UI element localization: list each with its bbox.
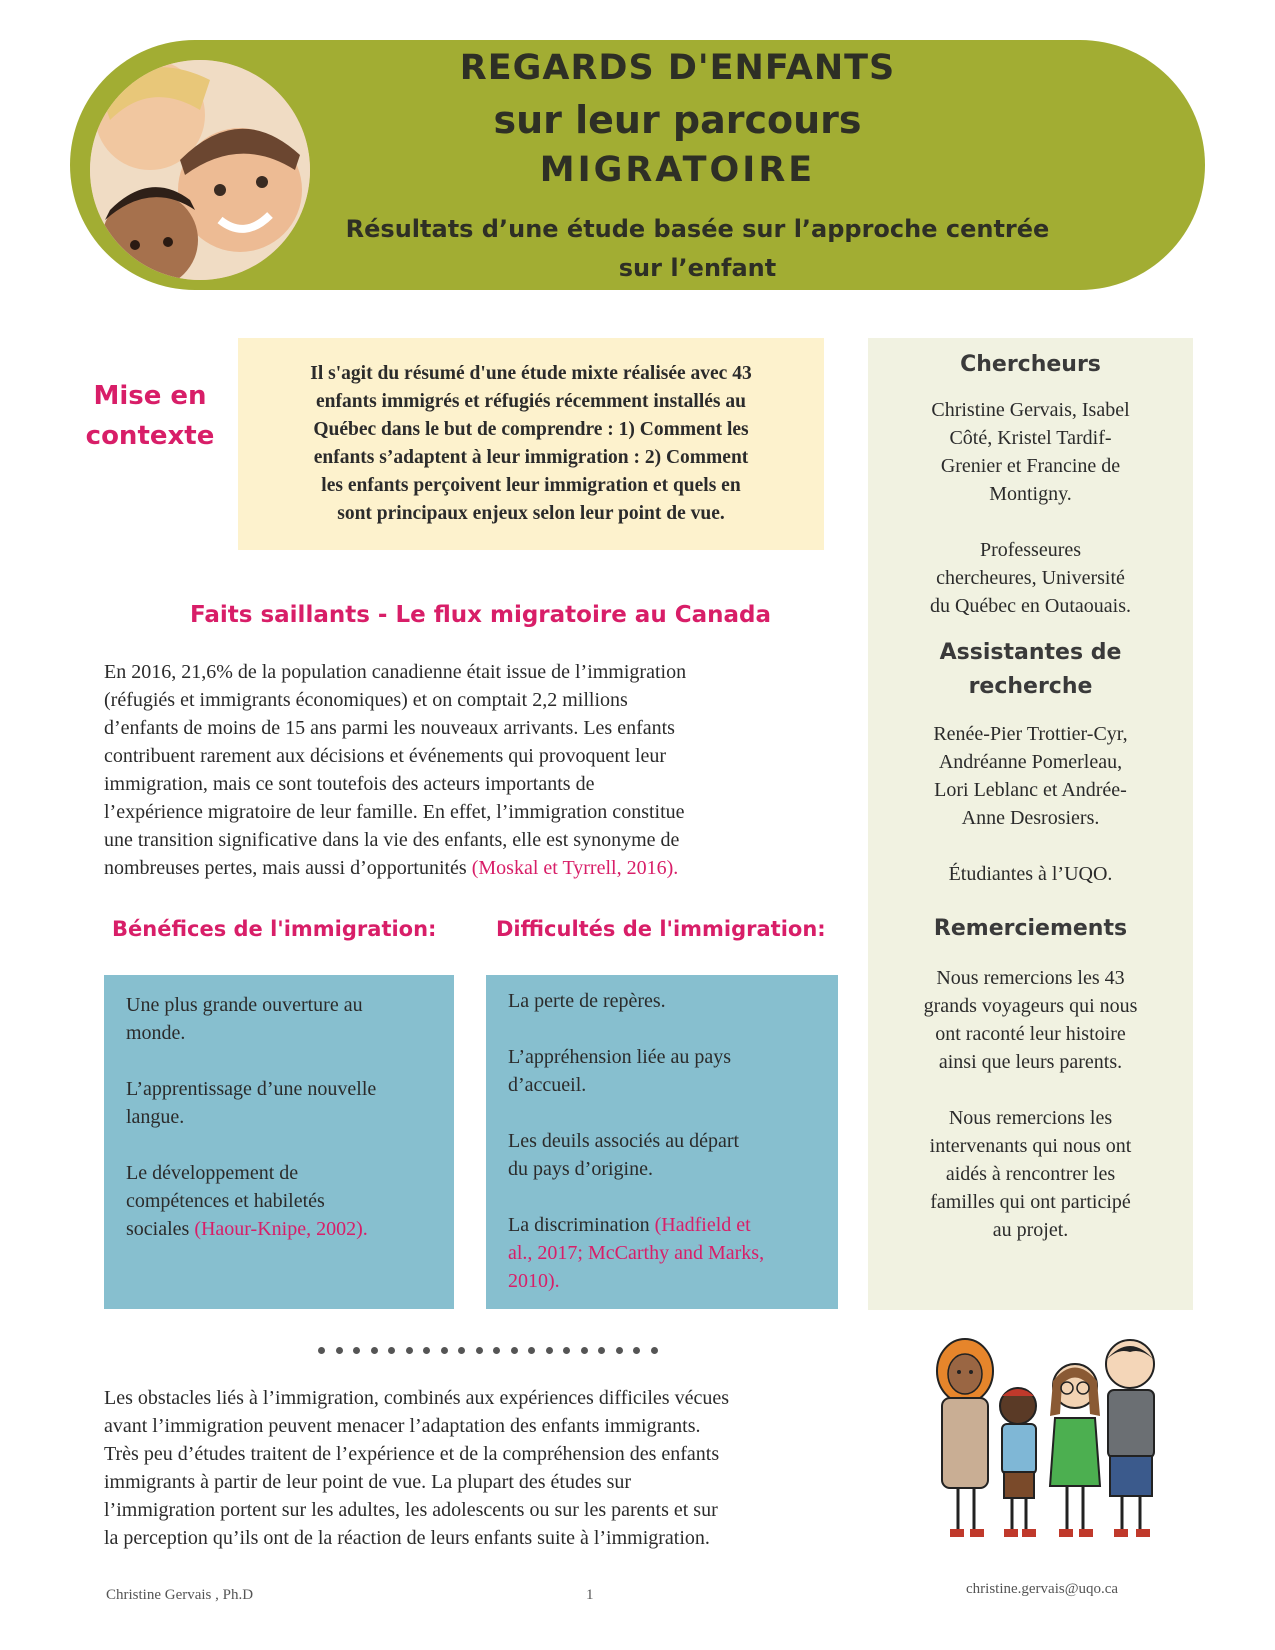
role-line: du Québec en Outaouais. [929,595,1132,617]
footer-page-number: 1 [586,1587,594,1603]
thanks-line: ont raconté leur histoire [935,1023,1126,1045]
difficulty-item: La perte de repères. [508,990,666,1012]
children-illustration [930,1326,1170,1551]
facts-line [104,854,824,882]
facts-line-text: nombreuses pertes, mais aussi d’opportunités [104,857,472,879]
facts-line: En 2016, 21,6% de la population canadienne était issue de l’immigration [104,661,687,683]
closing-line: Les obstacles liés à l’immigration, combinés aux expériences difficiles vécues [104,1387,729,1409]
facts-line: l’expérience migratoire de leur famille. En effet, l’immigration constitue [104,801,685,823]
role-line: chercheures, Université [936,567,1125,589]
dot-divider [318,1343,658,1357]
facts-heading: Faits saillants - Le flux migratoire au Canada [190,602,771,628]
context-label-line-1: Mise en [93,381,207,411]
benefit-item [126,991,432,1047]
difficulty-citation: (Hadfield et [654,1214,751,1236]
difficulty-item [508,1211,816,1295]
facts-line: contribuent rarement aux décisions et événements qui provoquent leur [104,745,667,767]
role-line: Professeures [979,539,1082,561]
benefit-line: L’apprentissage d’une nouvelle [126,1078,377,1100]
context-box [238,338,824,550]
context-line: Québec dans le but de comprendre : 1) Comment les [313,419,749,440]
facts-line: d’enfants de moins de 15 ans parmi les nouveaux arrivants. Les enfants [104,717,675,739]
difficulty-item [508,1043,816,1099]
researchers-line: Côté, Kristel Tardif- [949,427,1112,449]
difficulty-citation: 2010). [508,1270,560,1292]
benefit-line: Une plus grande ouverture au [126,994,363,1016]
difficulty-line: La discrimination [508,1214,655,1236]
closing-line: la perception qu’ils ont de la réaction de leurs enfants suite à l’immigration. [104,1527,710,1549]
thanks-paragraph-1 [884,964,1177,1076]
benefit-item [126,1159,432,1243]
researchers-line: Montigny. [989,483,1072,505]
children-photo [90,60,310,280]
difficulty-line: d’accueil. [508,1074,587,1096]
sidebar [868,338,1193,1310]
facts-line: une transition significative dans la vie des enfants, elle est synonyme de [104,829,680,851]
closing-paragraph [104,1384,864,1552]
context-line: sont principaux enjeux selon leur point de vue. [337,503,725,524]
thanks-heading: Remerciements [933,916,1128,941]
closing-line: l’immigration portent sur les adultes, les adolescents ou sur les parents et sur [104,1499,718,1521]
assistants-names [884,720,1177,832]
difficulty-line: L’appréhension liée au pays [508,1046,732,1068]
footer-author: Christine Gervais , Ph.D [106,1587,254,1603]
context-line: enfants immigrés et réfugiés récemment installés au [316,391,746,412]
thanks-line: ainsi que leurs parents. [938,1051,1123,1073]
benefits-heading: Bénéfices de l'immigration: [112,917,437,941]
difficulties-box [486,975,838,1309]
assistants-line: Renée-Pier Trottier-Cyr, [933,723,1128,745]
footer-email[interactable]: christine.gervais@uqo.ca [966,1581,1119,1597]
difficulty-line: du pays d’origine. [508,1158,653,1180]
subtitle-line-2: sur l’enfant [618,254,777,282]
closing-line: immigrants à partir de leur point de vue. La plupart des études sur [104,1471,632,1493]
thanks-line: au projet. [992,1219,1069,1241]
thanks-line: Nous remercions les 43 [936,967,1125,989]
assistants-heading [884,636,1177,704]
context-label-line-2: contexte [85,421,215,451]
benefit-item [126,1075,432,1131]
difficulty-line: Les deuils associés au départ [508,1130,740,1152]
thanks-line: familles qui ont participé [930,1191,1131,1213]
researchers-role [884,536,1177,620]
thanks-paragraph-2 [884,1104,1177,1244]
assistants-heading-line: recherche [968,674,1093,699]
facts-paragraph [104,658,824,882]
facts-line: immigration, mais ce sont toutefois des acteurs importants de [104,773,595,795]
facts-citation: (Moskal et Tyrrell, 2016). [471,857,679,879]
benefit-line: sociales [126,1218,195,1240]
title-line-2: sur leur parcours [493,98,862,142]
researchers-names [884,396,1177,508]
researchers-line: Christine Gervais, Isabel [931,399,1130,421]
thanks-line: Nous remercions les [948,1107,1113,1129]
title-line-3: MIGRATOIRE [539,150,816,190]
thanks-line: aidés à rencontrer les [945,1163,1116,1185]
benefit-line: compétences et habiletés [126,1190,325,1212]
benefits-box [104,975,454,1309]
subtitle [330,208,1065,286]
subtitle-line-1: Résultats d’une étude basée sur l’approche centrée [345,215,1050,243]
difficulty-item [508,1127,816,1183]
researchers-heading: Chercheurs [960,352,1101,377]
researchers-line: Grenier et Francine de [940,455,1121,477]
assistants-role: Étudiantes à l’UQO. [948,863,1113,885]
benefit-citation: (Haour-Knipe, 2002). [194,1218,368,1240]
assistants-line: Lori Leblanc et Andrée- [934,779,1127,801]
context-line: Il s'agit du résumé d'une étude mixte réalisée avec 43 [310,363,752,384]
assistants-line: Anne Desrosiers. [961,807,1100,829]
difficulties-heading: Difficultés de l'immigration: [496,917,826,941]
benefit-line: langue. [126,1106,185,1128]
title-line-1: REGARDS D'ENFANTS [459,48,896,88]
thanks-line: grands voyageurs qui nous [923,995,1138,1017]
thanks-line: intervenants qui nous ont [929,1135,1132,1157]
context-line: enfants s’adaptent à leur immigration : 2) Comment [313,447,749,468]
difficulty-citation: al., 2017; McCarthy and Marks, [508,1242,765,1264]
context-line: les enfants perçoivent leur immigration et quels en [321,475,741,496]
assistants-heading-line: Assistantes de [939,640,1122,665]
benefit-line: Le développement de [126,1162,299,1184]
facts-line: (réfugiés et immigrants économiques) et on comptait 2,2 millions [104,689,628,711]
context-label [70,376,230,456]
closing-line: Très peu d’études traitent de l’expérience et de la compréhension des enfants [104,1443,720,1465]
benefit-line: monde. [126,1022,186,1044]
assistants-line: Andréanne Pomerleau, [938,751,1123,773]
closing-line: avant l’immigration peuvent menacer l’adaptation des enfants immigrants. [104,1415,701,1437]
